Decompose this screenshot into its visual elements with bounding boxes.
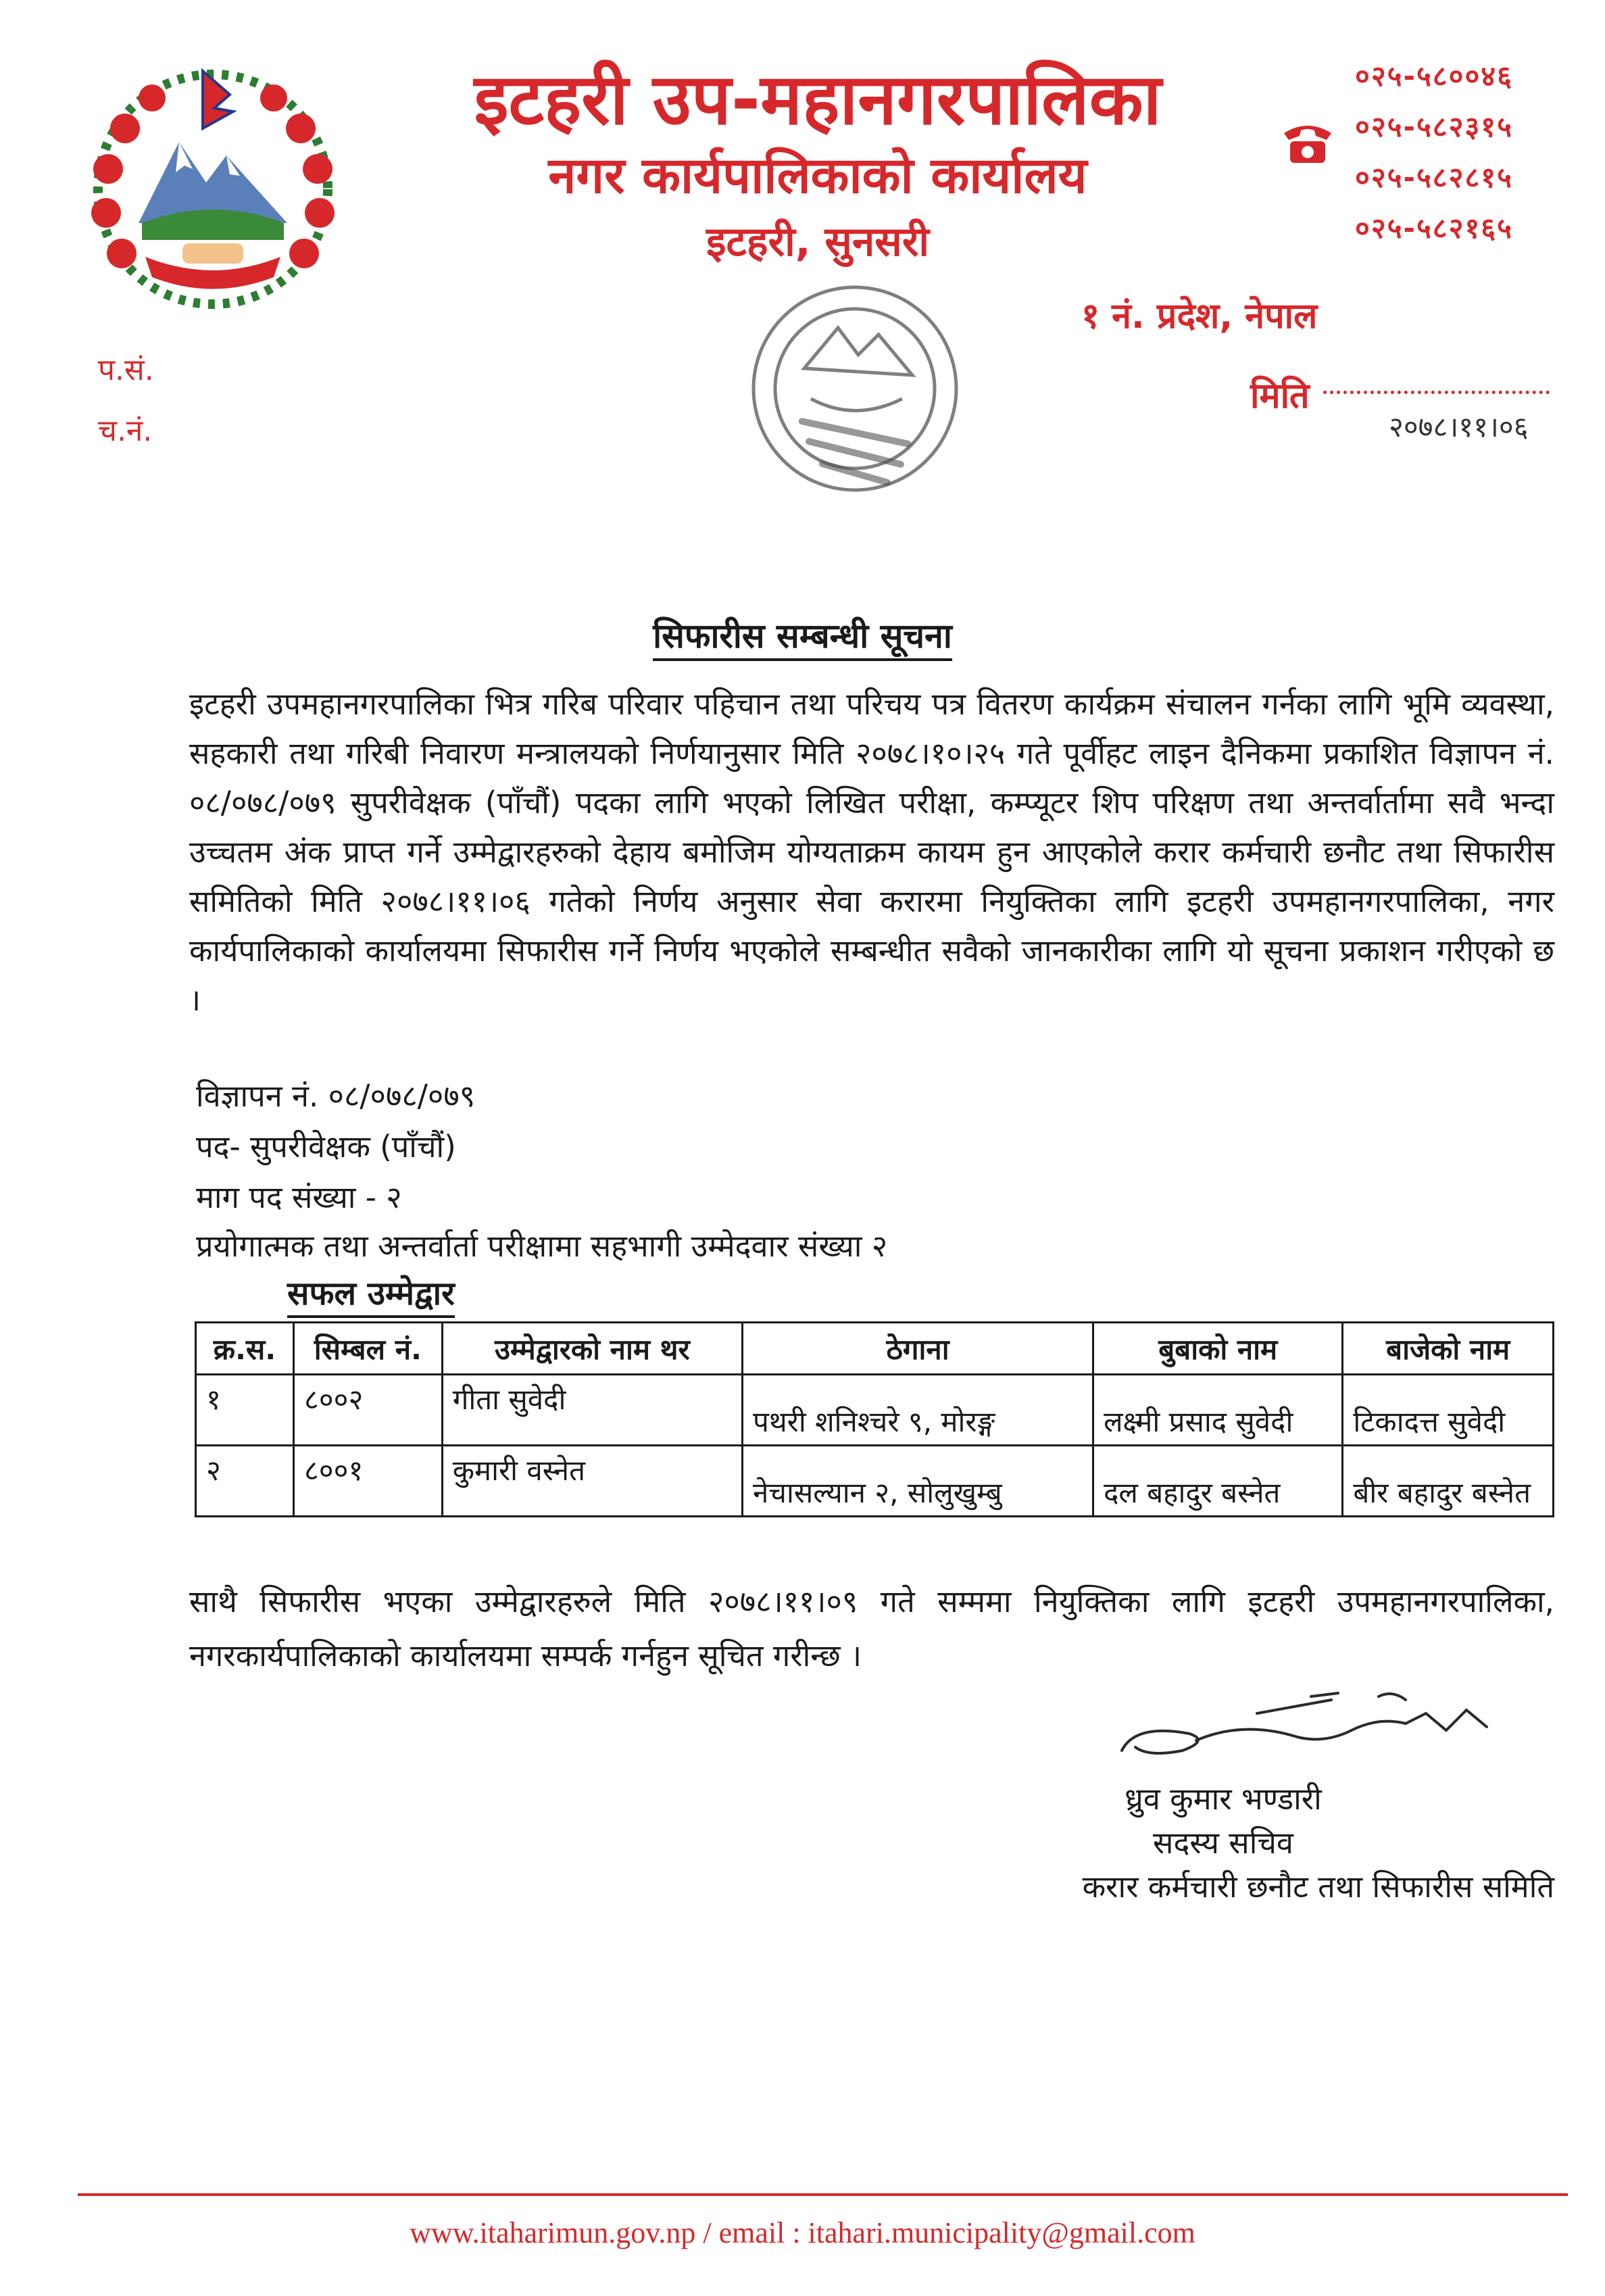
column-header: उम्मेद्वारको नाम थर bbox=[442, 1323, 742, 1375]
notice-paragraph: इटहरी उपमहानगरपालिका भित्र गरिब परिवार पहिचान तथा परिचय पत्र वितरण कार्यक्रम संचालन गर्नका लागि भूमि व्यवस्था, सहकारी तथा गरिबी निवारण मन्त्रालयको निर्णयानुसार मिति २०७८।१०।२५ गते पूर्वीहट लाइन दैनिकमा प्रकाशित विज्ञापन नं. ०८/०७८/०७९ सुपरीवेक्षक (पाँचौं) पदका लागि भएको लिखित परीक्षा, कम्प्यूटर शिप परिक्षण तथा अन्तर्वार्तामा सवै भन्दा उच्चतम अंक प्राप्त गर्ने उम्मेद्वारहरुको देहाय बमोजिम योग्यताक्रम कायम हुन आएकोले करार कर्मचारी छनौट तथा सिफारीस समितिको मिति २०७८।११।०६ गतेको निर्णय अनुसार सेवा करारमा नियुक्तिका लागि इटहरी उपमहानगरपालिका, नगर कार्यपालिकाको कार्यालयमा सिफारीस गर्ने निर्णय भएकोले सम्बन्धीत सवैको जानकारीका लागि यो सूचना प्रकाशन गरीएको छ । bbox=[189, 686, 1554, 1018]
date-dotted-line bbox=[1323, 391, 1550, 394]
cell-father: दल बहादुर बस्नेत bbox=[1093, 1446, 1343, 1517]
notice-title bbox=[0, 612, 1605, 658]
phone-numbers bbox=[1355, 51, 1513, 253]
signatory-title: सदस्य सचिव bbox=[1153, 1825, 1293, 1861]
column-header: बाजेको नाम bbox=[1343, 1323, 1554, 1375]
closing-paragraph: साथै सिफारीस भएका उम्मेद्वारहरुले मिति २०७८।११।०९ गते सम्ममा नियुक्तिका लागि इटहरी उपमहानगरपालिका, नगरकार्यपालिकाको कार्यालयमा सम्पर्क गर्नहुन सूचित गरीन्छ । bbox=[189, 1584, 1554, 1674]
cell-grandfather: बीर बहादुर बस्नेत bbox=[1343, 1446, 1554, 1517]
date-label: मिति bbox=[1250, 376, 1310, 416]
cell-address: पथरी शनिश्चरे ९, मोरङ्ग bbox=[742, 1375, 1093, 1446]
dispatch-number-label: च.नं. bbox=[98, 414, 153, 448]
office-seal-stamp bbox=[703, 253, 1007, 558]
table-row bbox=[196, 1375, 1554, 1446]
phone-number: ०२५-५८००४६ bbox=[1355, 59, 1513, 93]
cell-symbol: ८००१ bbox=[293, 1446, 442, 1517]
footer-contact: www.itaharimun.gov.np / email : itahari.municipality@gmail.com bbox=[410, 2216, 1195, 2249]
column-header: बुबाको नाम bbox=[1093, 1323, 1343, 1375]
signatory-name: ध्रुव कुमार भण्डारी bbox=[1125, 1781, 1322, 1817]
cell-father: लक्ष्मी प्रसाद सुवेदी bbox=[1093, 1375, 1343, 1446]
office-location: इटहरी, सुनसरी bbox=[706, 218, 929, 266]
cell-serial: १ bbox=[196, 1375, 294, 1446]
cell-grandfather: टिकादत्त सुवेदी bbox=[1343, 1375, 1554, 1446]
cell-serial: २ bbox=[196, 1446, 294, 1517]
date-value: २०७८।११।०६ bbox=[1389, 410, 1529, 443]
successful-candidates-heading-text: सफल उम्मेद्वार bbox=[287, 1275, 455, 1318]
column-header: ठेगाना bbox=[742, 1323, 1093, 1375]
cell-name: कुमारी वस्नेत bbox=[442, 1446, 742, 1517]
advertisement-number: विज्ञापन नं. ०८/०७८/०७९ bbox=[196, 1078, 476, 1114]
column-header: सिम्बल नं. bbox=[293, 1323, 442, 1375]
phone-number: ०२५-५८२३१५ bbox=[1355, 110, 1513, 143]
office-name: नगर कार्यपालिकाको कार्यालय bbox=[548, 147, 1087, 205]
cell-symbol: ८००२ bbox=[293, 1375, 442, 1446]
table-row bbox=[196, 1446, 1554, 1517]
telephone-icon bbox=[1281, 118, 1335, 166]
reference-number-label: प.सं. bbox=[98, 353, 154, 387]
nepal-emblem-logo bbox=[64, 54, 362, 324]
committee-name: करार कर्मचारी छनौट तथा सिफारीस समिति bbox=[1082, 1869, 1554, 1905]
organization-name: इटहरी उप-महानगरपालिका bbox=[474, 58, 1162, 141]
phone-number: ०२५-५८२१६५ bbox=[1355, 212, 1513, 245]
demand-post-count: माग पद संख्या - २ bbox=[196, 1179, 402, 1215]
successful-candidates-heading bbox=[287, 1271, 455, 1315]
column-header: क्र.स. bbox=[196, 1323, 294, 1375]
post-name: पद- सुपरीवेक्षक (पाँचौं) bbox=[196, 1129, 456, 1165]
cell-address: नेचासल्यान २, सोलुखुम्बु bbox=[742, 1446, 1093, 1517]
footer-divider bbox=[78, 2193, 1568, 2196]
phone-number: ०२५-५८२८१५ bbox=[1355, 161, 1513, 194]
handwritten-signature bbox=[1108, 1683, 1514, 1784]
province-label: १ नं. प्रदेश, नेपाल bbox=[1081, 296, 1318, 337]
candidates-table bbox=[195, 1321, 1554, 1517]
notice-title-text: सिफारीस सम्बन्धी सूचना bbox=[653, 616, 952, 661]
table-header-row bbox=[196, 1323, 1554, 1375]
participant-count: प्रयोगात्मक तथा अन्तर्वार्ता परीक्षामा सहभागी उम्मेदवार संख्या २ bbox=[196, 1228, 888, 1264]
cell-name: गीता सुवेदी bbox=[442, 1375, 742, 1446]
